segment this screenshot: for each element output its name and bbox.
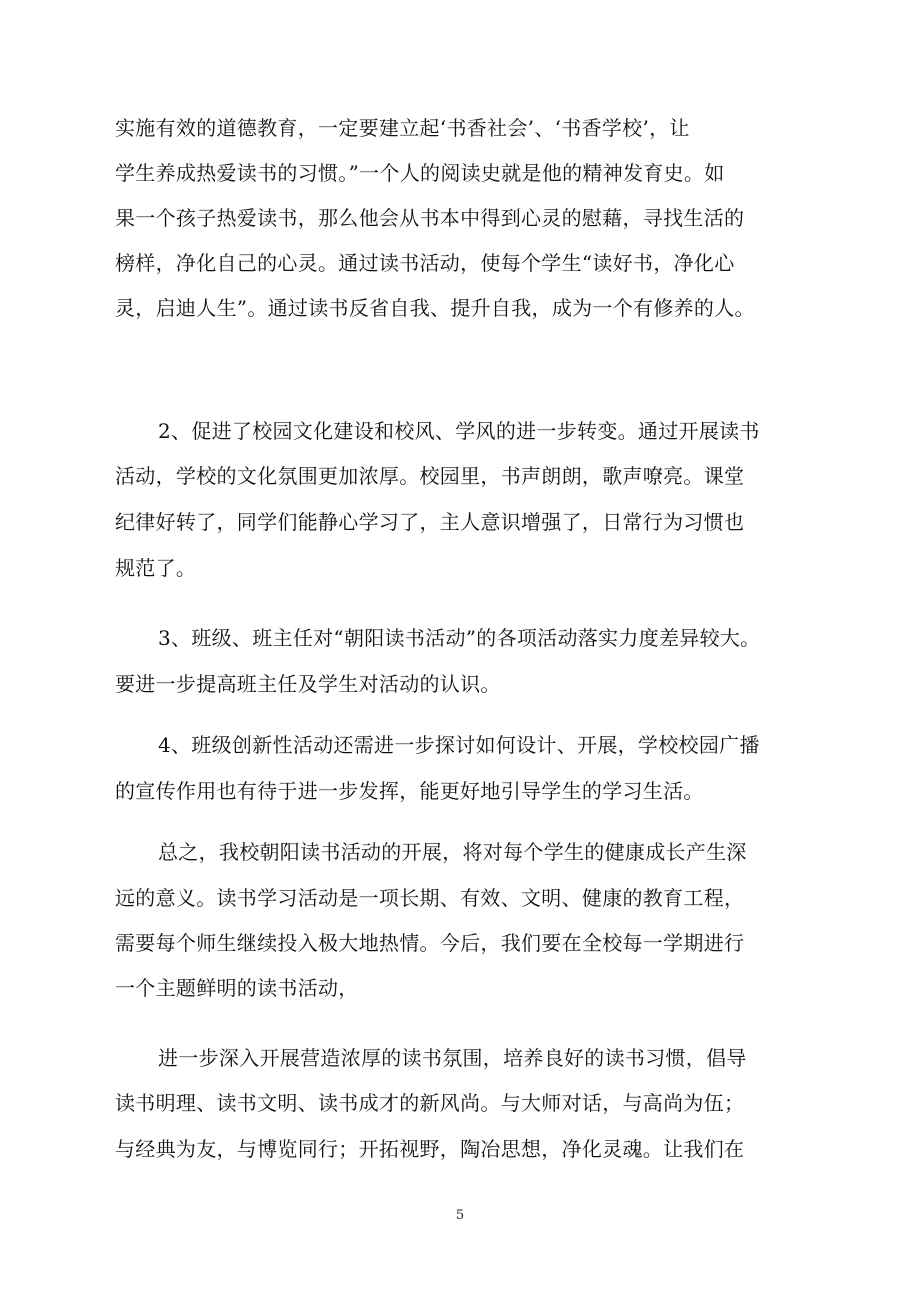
text-line: 需要每个师生继续投入极大地热情。今后，我们要在全校每一学期进行 [115, 931, 745, 955]
paragraph-2-start: 2、促进了校园文化建设和校风、学风的进一步转变。通过开展读书 [158, 419, 760, 443]
text-line: 的宣传作用也有待于进一步发挥，能更好地引导学生的学习生活。 [115, 779, 704, 803]
text-line: 要进一步提高班主任及学生对活动的认识。 [115, 672, 501, 696]
text-line: 果一个孩子热爱读书，那么他会从书本中得到心灵的慰藉，寻找生活的 [115, 206, 745, 230]
text-line: 读书明理、读书文明、读书成才的新风尚。与大师对话，与高尚为伍； [115, 1091, 745, 1115]
paragraph-4-start: 4、班级创新性活动还需进一步探讨如何设计、开展，学校校园广播 [158, 733, 760, 757]
text-line: 榜样，净化自己的心灵。通过读书活动，使每个学生“读好书，净化心 [115, 251, 735, 275]
text-line: 纪律好转了，同学们能静心学习了，主人意识增强了，日常行为习惯也 [115, 510, 745, 534]
paragraph-3-start: 3、班级、班主任对“朝阳读书活动”的各项活动落实力度差异较大。 [158, 626, 761, 650]
paragraph-final-start: 进一步深入开展营造浓厚的读书氛围，培养良好的读书习惯，倡导 [158, 1046, 747, 1070]
text-line: 活动，学校的文化氛围更加浓厚。校园里，书声朗朗，歌声嘹亮。课堂 [115, 464, 745, 488]
page-number: 5 [455, 1208, 465, 1223]
text-line: 实施有效的道德教育，一定要建立起‘书香社会’、‘书香学校’，让 [115, 116, 690, 140]
paragraph-summary-start: 总之，我校朝阳读书活动的开展，将对每个学生的健康成长产生深 [158, 840, 747, 864]
text-line: 远的意义。读书学习活动是一项长期、有效、文明、健康的教育工程， [115, 886, 745, 910]
text-line: 规范了。 [115, 556, 197, 580]
text-line: 与经典为友，与博览同行；开拓视野，陶冶思想，净化灵魂。让我们在 [115, 1137, 745, 1161]
text-line: 一个主题鲜明的读书活动， [115, 976, 359, 1000]
text-line: 灵，启迪人生”。通过读书反省自我、提升自我，成为一个有修养的人。 [115, 296, 755, 320]
text-line: 学生养成热爱读书的习惯。”一个人的阅读史就是他的精神发育史。如 [115, 161, 725, 185]
